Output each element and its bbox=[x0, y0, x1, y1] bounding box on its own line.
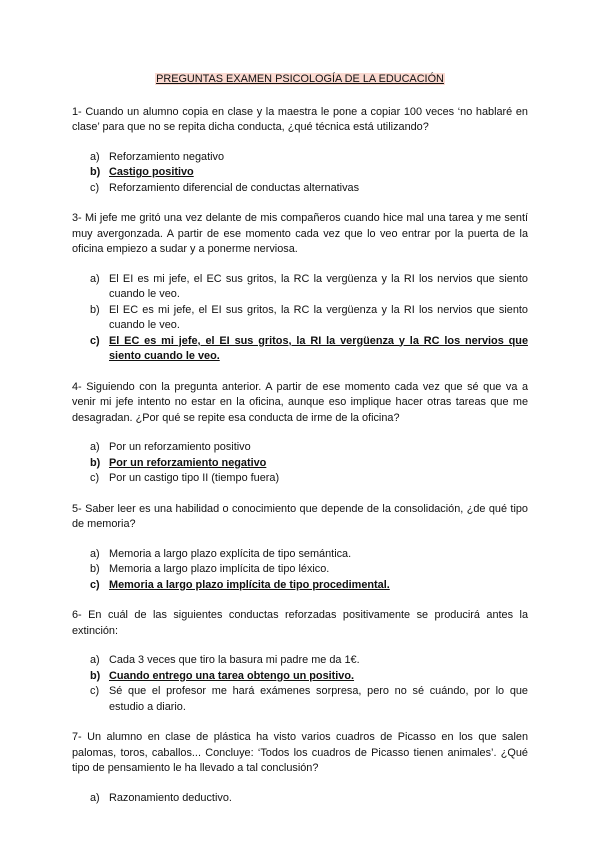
answer-option: a) Razonamiento deductivo. bbox=[90, 791, 232, 804]
answer-option: c) Reforzamiento diferencial de conductas alternativas bbox=[90, 181, 360, 194]
options-list bbox=[72, 791, 528, 807]
question-block bbox=[72, 730, 528, 806]
question-block bbox=[72, 105, 528, 197]
answer-option: a) El EI es mi jefe, el EC sus gritos, la RC la vergüenza y la RI los nervios que siento cuando le veo. bbox=[90, 272, 528, 300]
question-text: 6- En cuál de las siguientes conductas reforzadas positivamente se producirá antes la extinción: bbox=[72, 609, 528, 637]
question-text: 1- Cuando un alumno copia en clase y la maestra le pone a copiar 100 veces ‘no hablaré en clase’ para que no se repita dicha conducta, ¿qué técnica está utilizando? bbox=[72, 105, 528, 133]
answer-option: a) Por un reforzamiento positivo bbox=[90, 441, 251, 453]
answer-option: a) Reforzamiento negativo bbox=[90, 150, 225, 163]
answer-option-correct: c) El EC es mi jefe, el EI sus gritos, la RI la vergüenza y la RC los nervios que siento cuando le veo. bbox=[90, 334, 528, 362]
answer-option: c) Sé que el profesor me hará exámenes sorpresa, pero no sé cuándo, por lo que estudio a diario. bbox=[90, 685, 528, 713]
answer-option: c) Por un castigo tipo II (tiempo fuera) bbox=[90, 472, 280, 484]
answer-option: b) Memoria a largo plazo implícita de tipo léxico. bbox=[90, 563, 330, 575]
question-text: 4- Siguiendo con la pregunta anterior. A partir de ese momento cada vez que sé que va a venir mi jefe intento no estar en la oficina, aunque eso implique hacer otras tareas que me desagradan. ¿Por qué se repite esa conducta de irme de la oficina? bbox=[72, 380, 528, 424]
question-block bbox=[72, 211, 528, 365]
question-text: 3- Mi jefe me gritó una vez delante de mis compañeros cuando hice mal una tarea y me sentí muy avergonzada. A partir de ese momento cada vez que lo veo entrar por la puerta de la oficina empiezo a sudar y a ponerme nerviosa. bbox=[72, 212, 528, 255]
answer-option: a) Cada 3 veces que tiro la basura mi padre me da 1€. bbox=[90, 654, 360, 666]
options-list bbox=[72, 547, 528, 594]
document-title: PREGUNTAS EXAMEN PSICOLOGÍA DE LA EDUCACIÓN bbox=[156, 73, 444, 85]
options-list bbox=[72, 653, 528, 715]
answer-option-correct: b) Castigo positivo bbox=[90, 166, 194, 178]
options-list bbox=[72, 272, 528, 365]
answer-option: a) Memoria a largo plazo explícita de tipo semántica. bbox=[90, 547, 352, 560]
question-text: 7- Un alumno en clase de plástica ha visto varios cuadros de Picasso en los que salen palomas, toros, caballos... Concluye: ‘Todos los cuadros de Picasso tienen animales’. ¿Qué tipo de pensamiento le ha llevado a tal conclusión? bbox=[72, 731, 528, 774]
answer-option-correct: b) Cuando entrego una tarea obtengo un positivo. bbox=[90, 669, 355, 682]
answer-option-correct: c) Memoria a largo plazo implícita de tipo procedimental. bbox=[90, 578, 390, 591]
answer-option: b) El EC es mi jefe, el EI sus gritos, la RC la vergüenza y la RI los nervios que siento cuando le veo. bbox=[90, 303, 528, 331]
answer-option-correct: b) Por un reforzamiento negativo bbox=[90, 456, 267, 469]
question-text: 5- Saber leer es una habilidad o conocimiento que depende de la consolidación, ¿de qué tipo de memoria? bbox=[72, 502, 528, 530]
question-block bbox=[72, 380, 528, 487]
question-block bbox=[72, 608, 528, 715]
options-list bbox=[72, 150, 528, 197]
question-block bbox=[72, 502, 528, 594]
options-list bbox=[72, 440, 528, 487]
